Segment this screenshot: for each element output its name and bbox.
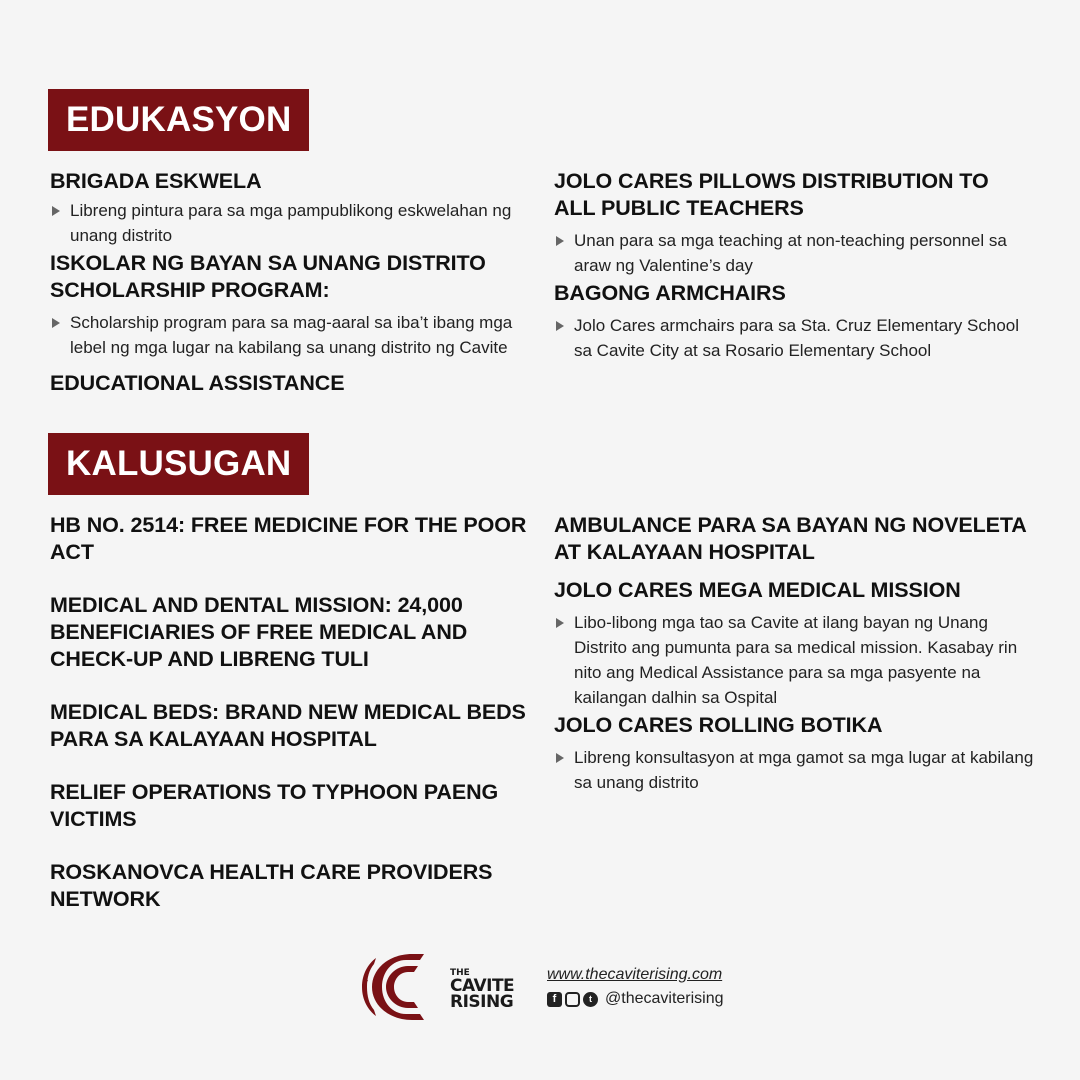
item-educational-assistance (50, 370, 530, 397)
item-bullet: Libreng pintura para sa mga pampublikong eskwelahan ng unang distrito (50, 198, 530, 248)
edu-left-column (50, 168, 530, 397)
item-heading: JOLO CARES ROLLING BOTIKA (554, 713, 883, 737)
social-handle: @thecaviterising (605, 990, 724, 1007)
edu-right-column (554, 168, 1034, 363)
item-bullet: Libreng konsultasyon at mga gamot sa mga lugar at kabilang sa unang distrito (554, 745, 1034, 795)
footer-branding (362, 950, 742, 1030)
section-label-kalusugan: KALUSUGAN (48, 433, 309, 495)
item-heading-medical-dental-mission: MEDICAL AND DENTAL MISSION: 24,000 BENEFICIARIES OF FREE MEDICAL AND CHECK-UP AND LIBRENG TULI (50, 593, 468, 671)
item-heading: BRIGADA ESKWELA (50, 169, 262, 193)
item-heading: EDUCATIONAL ASSISTANCE (50, 371, 345, 395)
item-heading-medical-beds: MEDICAL BEDS: BRAND NEW MEDICAL BEDS PARA SA KALAYAAN HOSPITAL (50, 700, 526, 751)
instagram-icon[interactable] (565, 992, 580, 1007)
twitter-icon[interactable]: t (583, 992, 598, 1007)
facebook-icon[interactable]: f (547, 992, 562, 1007)
section-label-edukasyon: EDUKASYON (48, 89, 309, 151)
item-heading: JOLO CARES MEGA MEDICAL MISSION (554, 578, 961, 602)
item-rolling-botika (554, 712, 1034, 795)
triangle-bullet-icon (52, 206, 60, 216)
item-bullet: Libo-libong mga tao sa Cavite at ilang bayan ng Unang Distrito ang pumunta para sa medical mission. Kasabay rin nito ang Medical Assistance para sa mga pasyente na kailangan dalhin sa Ospital (554, 610, 1034, 710)
item-heading: BAGONG ARMCHAIRS (554, 281, 786, 305)
triangle-bullet-icon (556, 618, 564, 628)
cavite-rising-logo-icon (362, 950, 432, 1024)
item-heading-relief-operations: RELIEF OPERATIONS TO TYPHOON PAENG VICTIMS (50, 780, 499, 831)
item-heading: ISKOLAR NG BAYAN SA UNANG DISTRITO SCHOLARSHIP PROGRAM: (50, 251, 486, 302)
item-bagong-armchairs (554, 280, 1034, 363)
item-bullet: Unan para sa mga teaching at non-teaching personnel sa araw ng Valentine’s day (554, 228, 1034, 278)
item-heading-roskanovca: ROSKANOVCA HEALTH CARE PROVIDERS NETWORK (50, 860, 493, 911)
item-brigada-eskwela (50, 168, 530, 248)
health-right-column (554, 512, 1034, 795)
item-heading-hb-2514: HB NO. 2514: FREE MEDICINE FOR THE POOR ACT (50, 513, 527, 564)
item-heading-ambulance: AMBULANCE PARA SA BAYAN NG NOVELETA AT KALAYAAN HOSPITAL (554, 513, 1026, 564)
website-link[interactable]: www.thecaviterising.com (547, 966, 723, 983)
item-heading: JOLO CARES PILLOWS DISTRIBUTION TO ALL PUBLIC TEACHERS (554, 169, 989, 220)
item-mega-medical-mission (554, 577, 1034, 710)
triangle-bullet-icon (556, 753, 564, 763)
item-pillows-distribution (554, 168, 1034, 278)
triangle-bullet-icon (52, 318, 60, 328)
triangle-bullet-icon (556, 321, 564, 331)
item-bullet: Jolo Cares armchairs para sa Sta. Cruz Elementary School sa Cavite City at sa Rosario Elementary School (554, 313, 1034, 363)
brand-name: THE CAVITE RISING (450, 968, 515, 1012)
item-bullet: Scholarship program para sa mag-aaral sa iba’t ibang mga lebel ng mga lugar na kabilang sa unang distrito ng Cavite (50, 310, 530, 360)
health-left-column (50, 512, 535, 913)
social-row (547, 990, 724, 1008)
item-iskolar-ng-bayan (50, 250, 530, 360)
triangle-bullet-icon (556, 236, 564, 246)
